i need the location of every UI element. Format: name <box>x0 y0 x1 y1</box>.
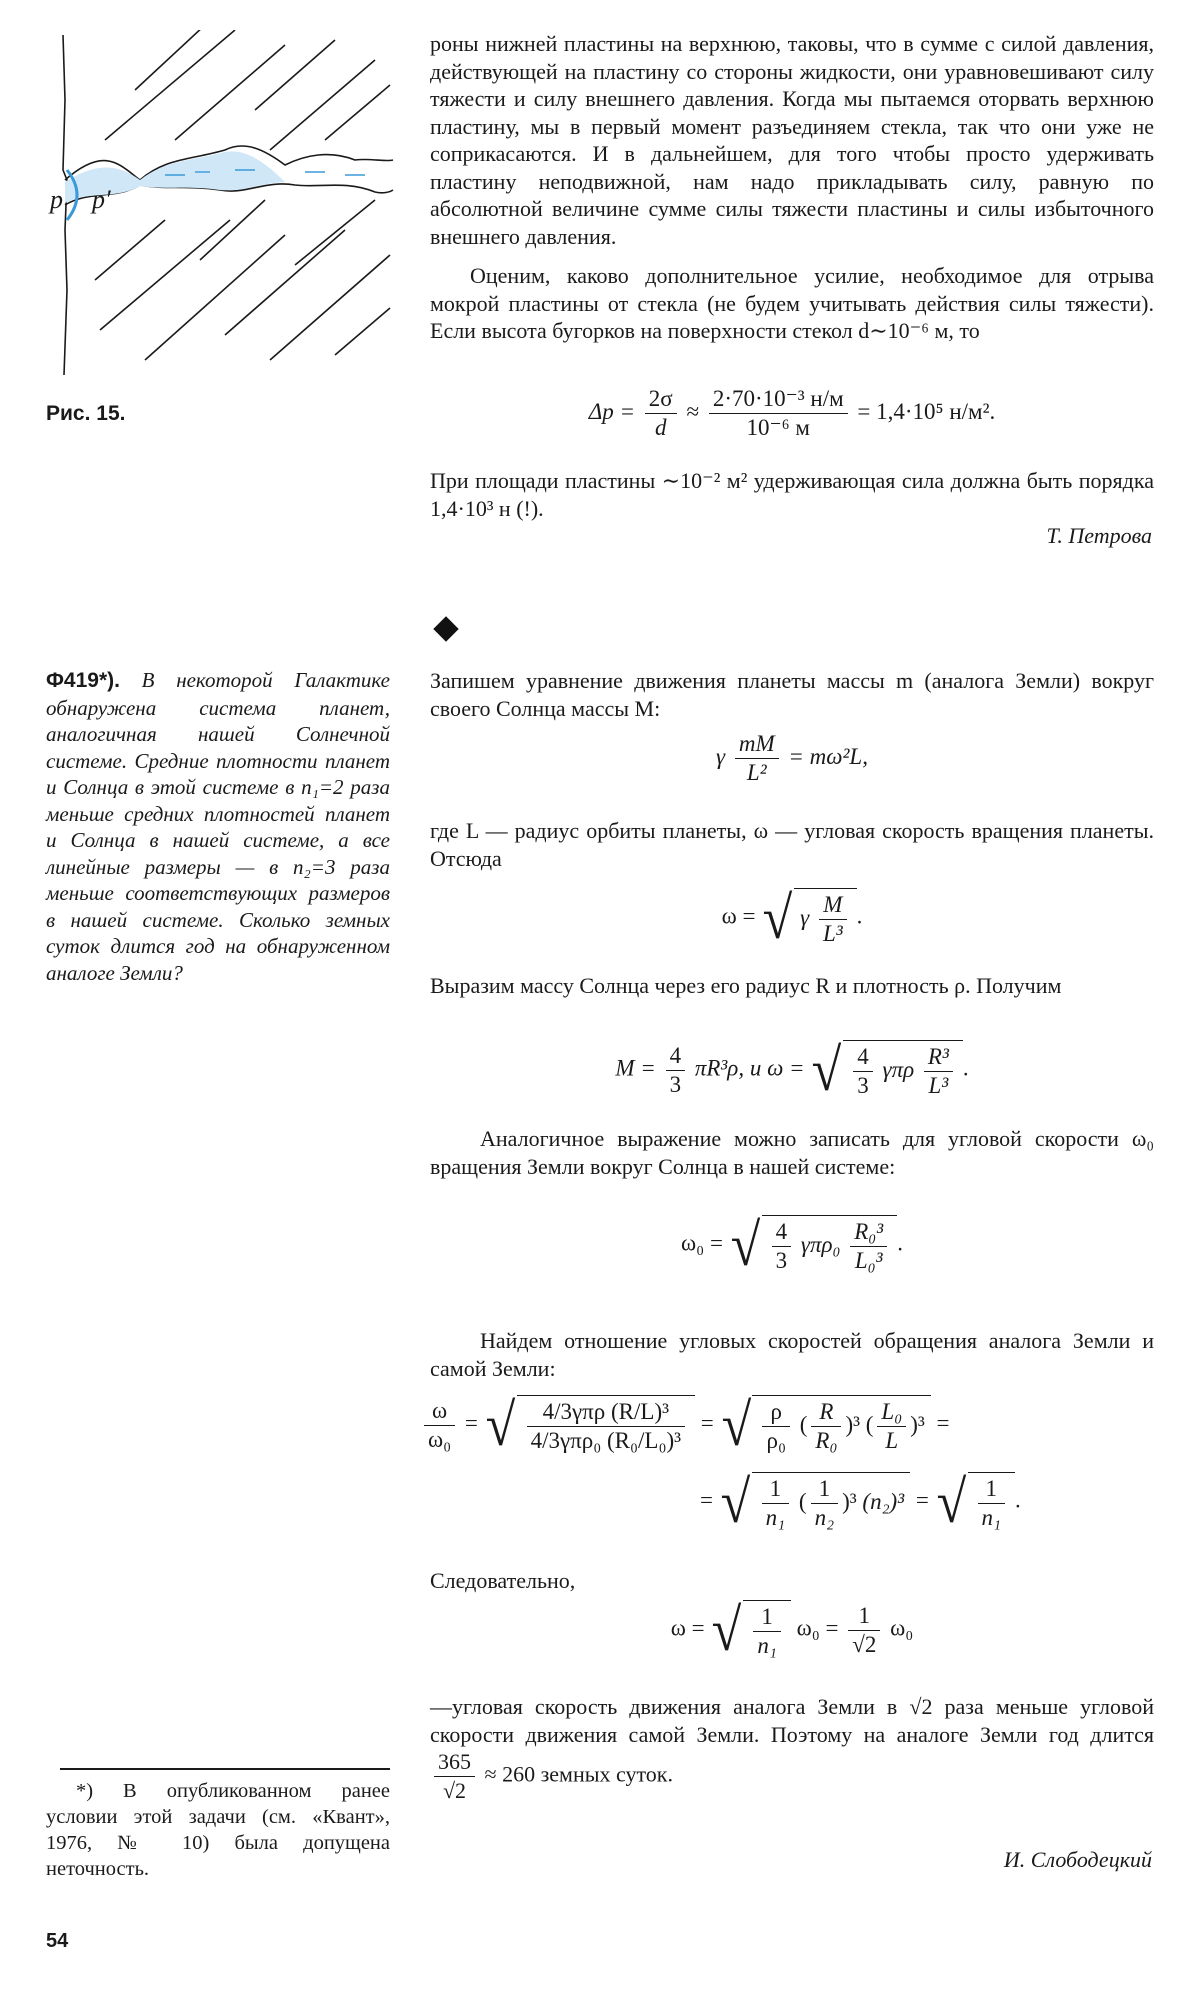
label-p: p <box>50 185 63 214</box>
solution-p5: Найдем отношение угловых скоростей обращения аналога Земли и самой Земли: <box>430 1328 1154 1381</box>
formula-omega-result: ω = √ $\frac{1}{\text{n₁}}$ ω₀ = $\frac{1}{√2}$ ω₀ <box>670 1597 914 1663</box>
formula-motion: γ $\frac{mM}{\text{L²}}$ = mω²L, <box>716 731 868 785</box>
formula-mass: M = $\frac{4}{3}$ πR³ρ, и ω = √ $\frac{4}{3}$ γπρ $\frac{\text{R³}}{\text{L³}}$ . <box>615 1037 969 1103</box>
solution-p4: Аналогичное выражение можно записать для угловой скорости ω₀ вращения Земли вокруг Солнца в нашей системе: <box>430 1126 1154 1179</box>
signature-slobodetsky: И. Слободецкий <box>1003 1847 1152 1872</box>
signature-petrova: Т. Петрова <box>1046 523 1152 548</box>
problem-statement <box>46 667 390 986</box>
paragraph-2: Оценим, каково дополнительное усилие, необходимое для отрыва мокрой пластины от стекла (не будем учитывать действия силы тяжести). Если высота бугорков на поверхности стекол d∼10⁻⁶ м, то <box>430 263 1154 343</box>
footnote: *) В опубликованном ранее условии этой задачи (см. «Квант», 1976, № 10) была допущена неточность. <box>46 1780 390 1880</box>
formula-omega0: ω₀ = √ $\frac{4}{3}$ γπρ₀ $\frac{\text{R₀³}}{\text{L₀³}}$ . <box>681 1212 903 1278</box>
solution-p6: Следовательно, <box>430 1568 576 1593</box>
solution-p7: —угловая скорость движения аналога Земли в √2 раза меньше угловой скорости движения самой Земли. Поэтому на аналоге Земли год длится $\frac{365}{√2}$ ≈ 260 земных суток. <box>430 1694 1154 1803</box>
paragraph-3: При площади пластины ∼10⁻² м² удерживающая сила должна быть порядка 1,4·10³ н (!). <box>430 468 1154 521</box>
formula-delta-p: Δp = $\frac{2\sigma}{d}$ ≈ $\frac{\text{2·70·10⁻³ н/м}}{\text{10⁻⁶ м}}$ = 1,4·10⁵ н/м². <box>588 386 996 440</box>
section-diamond <box>433 616 458 641</box>
paragraph-1: роны нижней пластины на верхнюю, таковы, что в сумме с силой давления, действующей на пластину со стороны жидкости, они уравновешивают силу тяжести и силу внешнего давления. Когда мы пытаемся оторвать верхнюю пластину, мы в первый момент разъединяем стекла, так что они уже не соприкасаются. И в дальнейшем, для того чтобы просто удерживать пластину неподвижной, нам надо прикладывать силу, равную по абсолютной величине сумме силы тяжести пластины и силы избыточного внешнего давления. <box>430 31 1154 249</box>
problem-code: Ф419*). <box>46 669 120 692</box>
formula-ratio-a: $\frac{\omega}{\text{ω₀}}$ = √ $\frac{\text{4/3γπρ (R/L)³}}{\text{4/3γπρ₀ (R₀/L₀)³}}$ = √ $\frac{\rho}{\text{ρ₀}}$ ( $\frac{R}{\text{R₀}}$ )³ ( $\frac{\text{L₀}}{L}$ )³ = <box>420 1395 1160 1455</box>
solution-p1: Запишем уравнение движения планеты массы m (аналога Земли) вокруг своего Солнца массы M: <box>430 668 1154 721</box>
page-number: 54 <box>46 1930 69 1952</box>
solution-p3: Выразим массу Солнца через его радиус R и плотность ρ. Получим <box>430 973 1062 998</box>
label-p-prime: p′ <box>92 185 111 214</box>
figure-caption: Рис. 15. <box>46 402 126 425</box>
formula-omega: ω = √ γ $\frac{M}{\text{L³}}$ . <box>721 885 863 951</box>
solution-p2: где L — радиус орбиты планеты, ω — угловая скорость вращения планеты. Отсюда <box>430 818 1154 871</box>
formula-ratio-b: = √ $\frac{1}{\text{n₁}}$ ( $\frac{1}{\text{n₂}}$ )³ (n₂)³ = √ $\frac{1}{\text{n₁}}$ . <box>700 1469 1021 1535</box>
footnote-rule <box>60 1768 390 1770</box>
problem-text: В некоторой Галактике обнаружена система планет, аналогичная нашей Солнечной системе. Средние плотности планет и Солнца в этой системе в n₁=2 раза меньше средних плотностей планет и Солнца в нашей системе, а все линейные размеры — в n₂=3 раза меньше соответствующих размеров в нашей системе. Сколько земных суток длится год на обнаруженном аналоге Земли? <box>46 668 390 985</box>
